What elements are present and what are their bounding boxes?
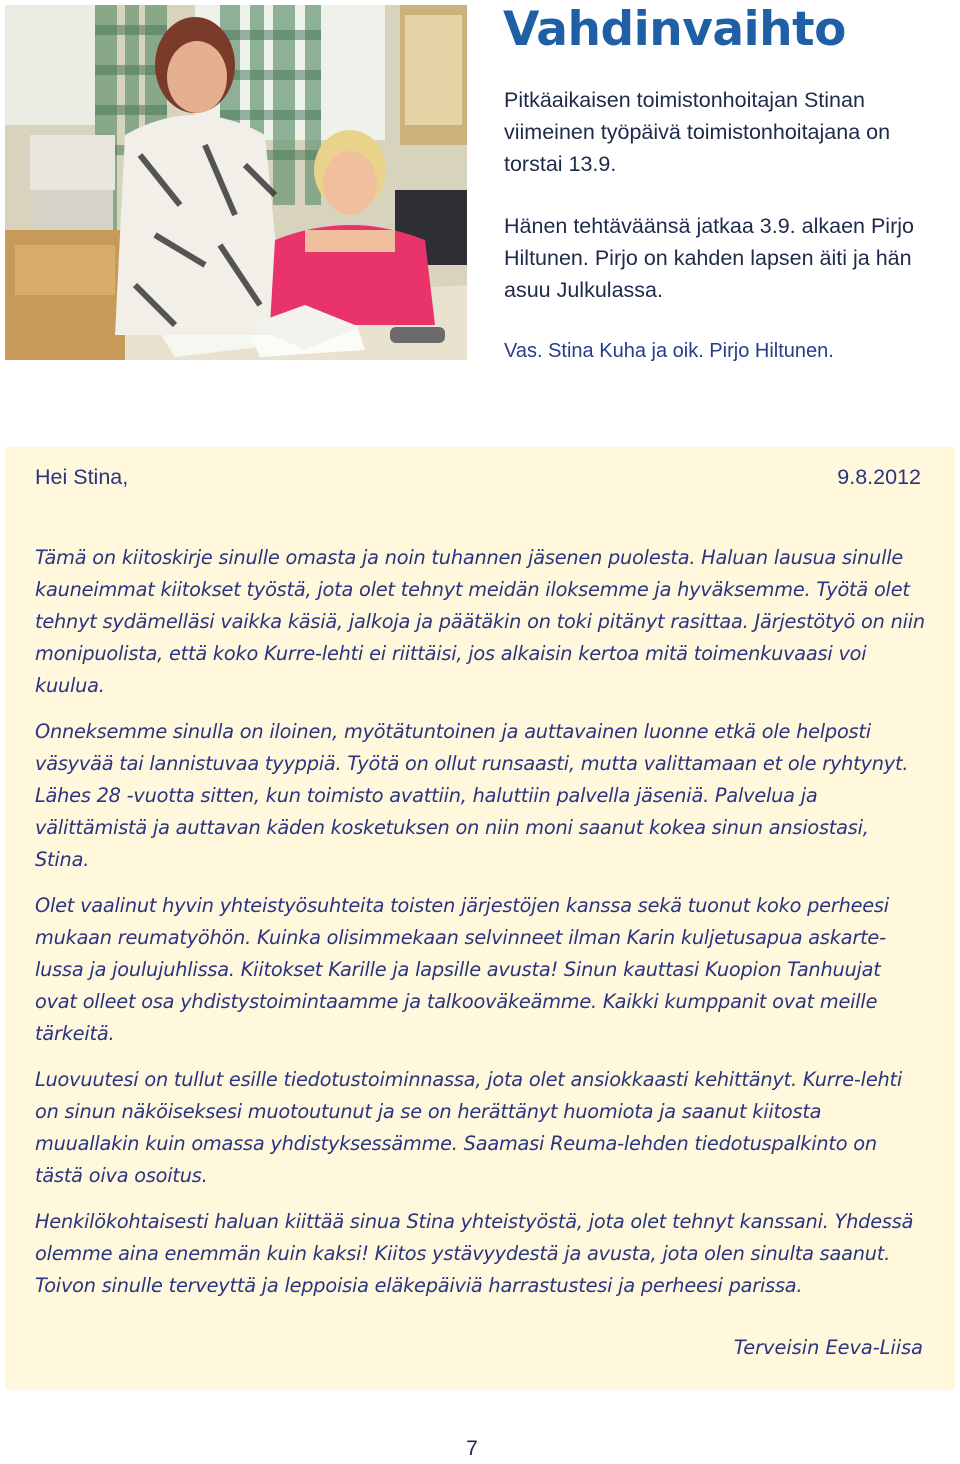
- office-photo: [5, 5, 467, 360]
- letter-paragraph: Tämä on kiitoskirje sinulle omasta ja noin tuhannen jäsenen puolesta. Haluan lausua sinulle kauneimmat kiitokset työstä, jota olet tehnyt meidän iloksemme ja hyväksemme. Työtä olet tehnyt sydämelläsi vaikka käsiä, jalkoja ja päätäkin on toki pitänyt rasittaa. Järjestötyö on niin monipuolista, että koko Kurre-lehti ei riittäisi, jos alkaisin kertoa mitä toimenkuvaasi voi kuulua.: [35, 546, 925, 697]
- page-number: 7: [466, 1437, 478, 1460]
- article-intro: [504, 84, 944, 336]
- article-title: Vahdinvaihto: [503, 2, 846, 57]
- letter-body: [35, 542, 927, 1316]
- intro-paragraph: Hänen tehtäväänsä jatkaa 3.9. alkaen Pirjo Hiltunen. Pirjo on kahden lapsen äiti ja hän asuu Julkulassa.: [504, 214, 914, 302]
- letter-paragraph: Onneksemme sinulla on iloinen, myötätuntoinen ja auttavainen luonne etkä ole helposti väsyvää tai lannistuvaa tyyppiä. Työtä on ollut runsaasti, mutta valittamaan et ole ryhtynyt. Lähes 28 -vuotta sitten, kun toimisto avattiin, haluttiin palvella jäseniä. Palvelua ja välittämistä ja auttavan käden kosketuksen on niin moni saanut kokea sinun ansiostasi, Stina.: [35, 720, 909, 871]
- letter-date: 9.8.2012: [837, 465, 921, 489]
- letter-paragraph: Olet vaalinut hyvin yhteistyösuhteita toisten järjestöjen kanssa sekä tuonut koko perheesi mukaan reumatyöhön. Kuinka olisimmekaan selvinneet ilman Karin kuljetusapua askarte-lussa ja joulujuhlissa. Kiitokset Karille ja lapsille avusta! Sinun kauttasi Kuopion Tanhuujat ovat olleet osa yhdistystoimintaamme ja talkooväkeämme. Kaikki kumppanit ovat meille tärkeitä.: [35, 894, 889, 1045]
- letter-greeting: Hei Stina,: [35, 465, 129, 489]
- letter-signature: Terveisin Eeva-Liisa: [733, 1336, 923, 1359]
- photo-caption: Vas. Stina Kuha ja oik. Pirjo Hiltunen.: [504, 340, 834, 362]
- letter-paragraph: Henkilökohtaisesti haluan kiittää sinua Stina yhteistyöstä, jota olet tehnyt kanssani. Yhdessä olemme aina enemmän kuin kaksi! Kiitos ystävyydestä ja avusta, jota olen sinulta saanut. Toivon sinulle terveyttä ja leppoisia eläkepäiviä harrastustesi ja perheesi parissa.: [35, 1210, 914, 1297]
- letter-header: [35, 465, 921, 490]
- letter-paragraph: Luovuutesi on tullut esille tiedotustoiminnassa, jota olet ansiokkaasti kehittänyt. Kurre-lehti on sinun näköiseksesi muotoutunut ja se on herättänyt huomiota ja saanut kiitosta muuallakin kuin omassa yhdistyksessämme. Saamasi Reuma-lehden tiedotuspalkinto on tästä oiva osoitus.: [35, 1068, 903, 1187]
- intro-paragraph: Pitkäaikaisen toimistonhoitajan Stinan viimeinen työpäivä toimistonhoitajana on torstai 13.9.: [504, 88, 891, 176]
- thank-you-letter: [5, 447, 955, 1390]
